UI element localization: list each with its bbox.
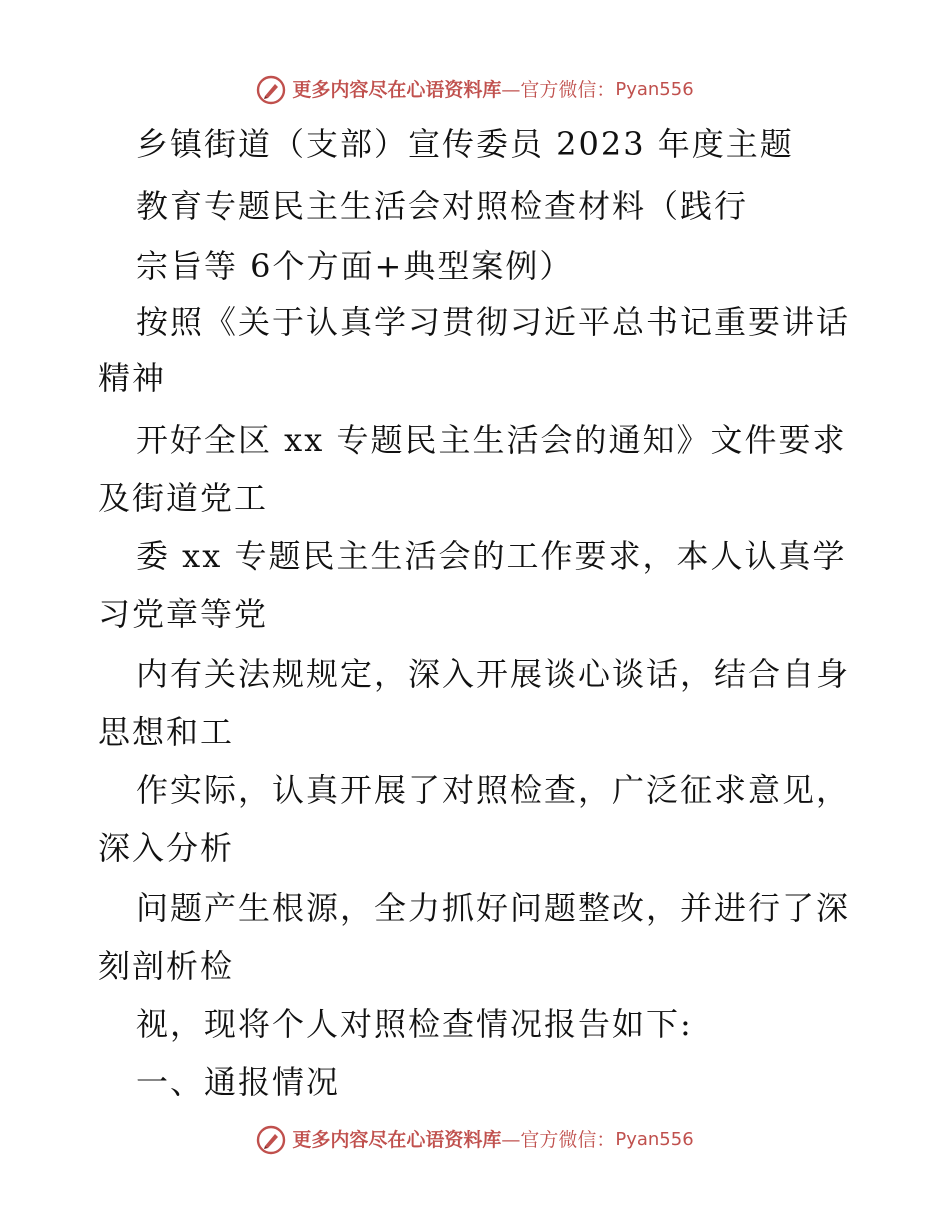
watermark-wechat-handle: Pyan556 <box>615 79 694 100</box>
watermark-main-text: 更多内容尽在心语资料库 <box>292 78 502 101</box>
watermark-dash: — <box>501 78 521 101</box>
paragraph-line: 思想和工 <box>98 713 235 751</box>
paragraph-line: 开好全区 xx 专题民主生活会的通知》文件要求 <box>136 421 847 459</box>
paragraph-line: 习党章等党 <box>98 595 269 633</box>
section-heading: 一、通报情况 <box>136 1063 341 1101</box>
paragraph-line: 内有关法规规定，深入开展谈心谈话，结合自身 <box>136 655 851 693</box>
paragraph-line: 委 xx 专题民主生活会的工作要求，本人认真学 <box>136 537 847 575</box>
paragraph-line: 视，现将个人对照检查情况报告如下: <box>136 1005 693 1043</box>
paragraph-line: 刻剖析检 <box>98 947 235 985</box>
pen-logo-icon <box>256 1125 286 1155</box>
watermark-main-text: 更多内容尽在心语资料库 <box>292 1128 502 1151</box>
watermark-wechat-handle: Pyan556 <box>615 1129 694 1150</box>
footer-watermark <box>0 1120 950 1160</box>
paragraph-line: 及街道党工 <box>98 479 269 517</box>
title-line: 乡镇街道（支部）宣传委员 2023 年度主题 <box>136 125 794 163</box>
watermark-wechat-label: 官方微信： <box>520 1128 616 1151</box>
title-line: 宗旨等 6个方面+典型案例） <box>136 247 574 285</box>
paragraph-line: 深入分析 <box>98 829 235 867</box>
paragraph-line: 问题产生根源，全力抓好问题整改，并进行了深 <box>136 889 851 927</box>
paragraph-line: 精神 <box>98 359 167 397</box>
watermark-dash: — <box>501 1128 521 1151</box>
title-line: 教育专题民主生活会对照检查材料（践行 <box>136 187 749 225</box>
pen-logo-icon <box>256 75 286 105</box>
watermark-wechat-label: 官方微信： <box>520 78 616 101</box>
paragraph-line: 作实际，认真开展了对照检查，广泛征求意见， <box>136 771 851 809</box>
paragraph-line: 按照《关于认真学习贯彻习近平总书记重要讲话 <box>136 303 851 341</box>
header-watermark <box>0 70 950 110</box>
